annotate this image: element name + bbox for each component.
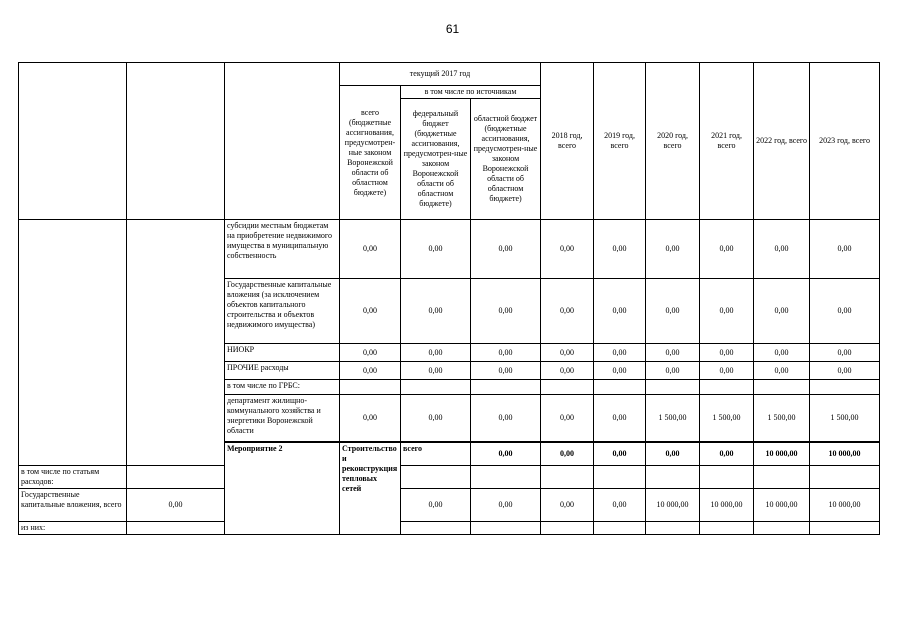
empty-cell — [700, 380, 754, 395]
row-label: из них: — [19, 522, 127, 535]
value-cell: 0,00 — [594, 279, 646, 344]
value-cell: 0,00 — [646, 279, 700, 344]
empty-cell — [646, 380, 700, 395]
empty-cell — [127, 466, 225, 489]
value-cell: 0,00 — [541, 442, 594, 466]
value-cell: 0,00 — [700, 344, 754, 362]
value-cell: 0,00 — [810, 279, 880, 344]
row-label: ПРОЧИЕ расходы — [225, 362, 340, 380]
measure-title: Строительство и реконструкция тепловых сетей — [340, 442, 401, 535]
empty-cell — [127, 220, 225, 466]
row-label: всего — [401, 442, 471, 466]
year-2023-header: 2023 год, всего — [810, 63, 880, 220]
value-cell: 0,00 — [541, 279, 594, 344]
value-cell: 1 500,00 — [700, 395, 754, 443]
value-cell: 0,00 — [810, 362, 880, 380]
value-cell: 0,00 — [594, 362, 646, 380]
value-cell: 0,00 — [541, 489, 594, 522]
empty-cell — [401, 466, 471, 489]
table-row — [19, 220, 880, 279]
value-cell: 0,00 — [401, 395, 471, 443]
header-empty-1 — [19, 63, 127, 220]
year-2020-header: 2020 год, всего — [646, 63, 700, 220]
value-cell: 0,00 — [700, 362, 754, 380]
value-cell: 1 500,00 — [810, 395, 880, 443]
value-cell: 0,00 — [471, 395, 541, 443]
header-row-1 — [19, 63, 880, 86]
empty-cell — [541, 380, 594, 395]
value-cell: 0,00 — [700, 442, 754, 466]
value-cell: 0,00 — [700, 220, 754, 279]
value-cell: 0,00 — [754, 220, 810, 279]
empty-cell — [646, 466, 700, 489]
value-cell: 0,00 — [594, 395, 646, 443]
total-col-header: всего (бюджетные ассигнования, предусмотрен-ные законом Воронежской области об областном бюджете) — [340, 86, 401, 220]
value-cell: 0,00 — [127, 489, 225, 522]
value-cell: 10 000,00 — [810, 442, 880, 466]
empty-cell — [754, 522, 810, 535]
value-cell: 0,00 — [471, 442, 541, 466]
value-cell: 0,00 — [471, 220, 541, 279]
year-2021-header: 2021 год, всего — [700, 63, 754, 220]
empty-cell — [594, 380, 646, 395]
value-cell: 0,00 — [401, 489, 471, 522]
value-cell: 0,00 — [471, 279, 541, 344]
table-row — [19, 522, 880, 535]
value-cell: 1 500,00 — [646, 395, 700, 443]
value-cell: 0,00 — [646, 220, 700, 279]
empty-cell — [810, 522, 880, 535]
value-cell: 0,00 — [541, 395, 594, 443]
row-label: в том числе по ГРБС: — [225, 380, 340, 395]
value-cell: 0,00 — [594, 344, 646, 362]
year-2018-header: 2018 год, всего — [541, 63, 594, 220]
measure-name: Мероприятие 2 — [225, 442, 340, 535]
value-cell: 0,00 — [471, 362, 541, 380]
empty-cell — [810, 380, 880, 395]
value-cell: 0,00 — [340, 220, 401, 279]
regional-col-header: областной бюджет (бюджетные ассигнования, предусмотрен-ные законом Воронежской области об областном бюджете) — [471, 99, 541, 220]
header-empty-3 — [225, 63, 340, 220]
value-cell: 0,00 — [810, 344, 880, 362]
empty-cell — [700, 466, 754, 489]
empty-cell — [471, 466, 541, 489]
empty-cell — [700, 522, 754, 535]
value-cell: 10 000,00 — [754, 489, 810, 522]
value-cell: 1 500,00 — [754, 395, 810, 443]
federal-col-header: федеральный бюджет (бюджетные ассигнования, предусмотрен-ные законом Воронежской области об областном бюджете) — [401, 99, 471, 220]
value-cell: 0,00 — [594, 220, 646, 279]
value-cell: 0,00 — [754, 344, 810, 362]
value-cell: 0,00 — [594, 442, 646, 466]
empty-cell — [401, 522, 471, 535]
value-cell: 0,00 — [541, 220, 594, 279]
empty-cell — [127, 522, 225, 535]
empty-cell — [594, 466, 646, 489]
value-cell: 0,00 — [754, 362, 810, 380]
row-label: Государственные капитальные вложения, всего — [19, 489, 127, 522]
value-cell: 0,00 — [471, 344, 541, 362]
empty-cell — [401, 380, 471, 395]
value-cell: 0,00 — [541, 362, 594, 380]
value-cell: 0,00 — [401, 220, 471, 279]
year-2022-header: 2022 год, всего — [754, 63, 810, 220]
empty-cell — [340, 380, 401, 395]
year-2019-header: 2019 год, всего — [594, 63, 646, 220]
row-label: субсидии местным бюджетам на приобретение недвижимого имущества в муниципальную собственность — [225, 220, 340, 279]
empty-cell — [471, 380, 541, 395]
empty-cell — [754, 466, 810, 489]
empty-cell — [810, 466, 880, 489]
value-cell: 0,00 — [471, 489, 541, 522]
value-cell: 0,00 — [810, 220, 880, 279]
row-label: в том числе по статьям расходов: — [19, 466, 127, 489]
value-cell: 0,00 — [340, 395, 401, 443]
value-cell: 0,00 — [401, 344, 471, 362]
budget-table — [18, 62, 880, 535]
value-cell: 10 000,00 — [810, 489, 880, 522]
empty-cell — [541, 466, 594, 489]
value-cell: 0,00 — [340, 344, 401, 362]
value-cell: 0,00 — [646, 362, 700, 380]
in-sources-header: в том числе по источникам — [401, 86, 541, 99]
header-empty-2 — [127, 63, 225, 220]
table-row — [19, 489, 880, 522]
current-year-header: текущий 2017 год — [340, 63, 541, 86]
empty-cell — [541, 522, 594, 535]
row-label: НИОКР — [225, 344, 340, 362]
value-cell: 0,00 — [340, 362, 401, 380]
value-cell: 0,00 — [646, 442, 700, 466]
value-cell: 0,00 — [401, 362, 471, 380]
value-cell: 10 000,00 — [754, 442, 810, 466]
value-cell: 0,00 — [646, 344, 700, 362]
row-label: Государственные капитальные вложения (за исключением объектов капитального строительства и объектов недвижимого имущества) — [225, 279, 340, 344]
row-label: департамент жилищно-коммунального хозяйства и энергетики Воронежской области — [225, 395, 340, 443]
table-row — [19, 466, 880, 489]
value-cell: 0,00 — [700, 279, 754, 344]
value-cell: 10 000,00 — [700, 489, 754, 522]
empty-cell — [594, 522, 646, 535]
empty-cell — [471, 522, 541, 535]
value-cell: 0,00 — [541, 344, 594, 362]
value-cell: 0,00 — [594, 489, 646, 522]
value-cell: 0,00 — [754, 279, 810, 344]
value-cell: 10 000,00 — [646, 489, 700, 522]
empty-cell — [19, 220, 127, 466]
page-number: 61 — [445, 22, 460, 36]
empty-cell — [754, 380, 810, 395]
value-cell: 0,00 — [401, 279, 471, 344]
value-cell: 0,00 — [340, 279, 401, 344]
empty-cell — [646, 522, 700, 535]
